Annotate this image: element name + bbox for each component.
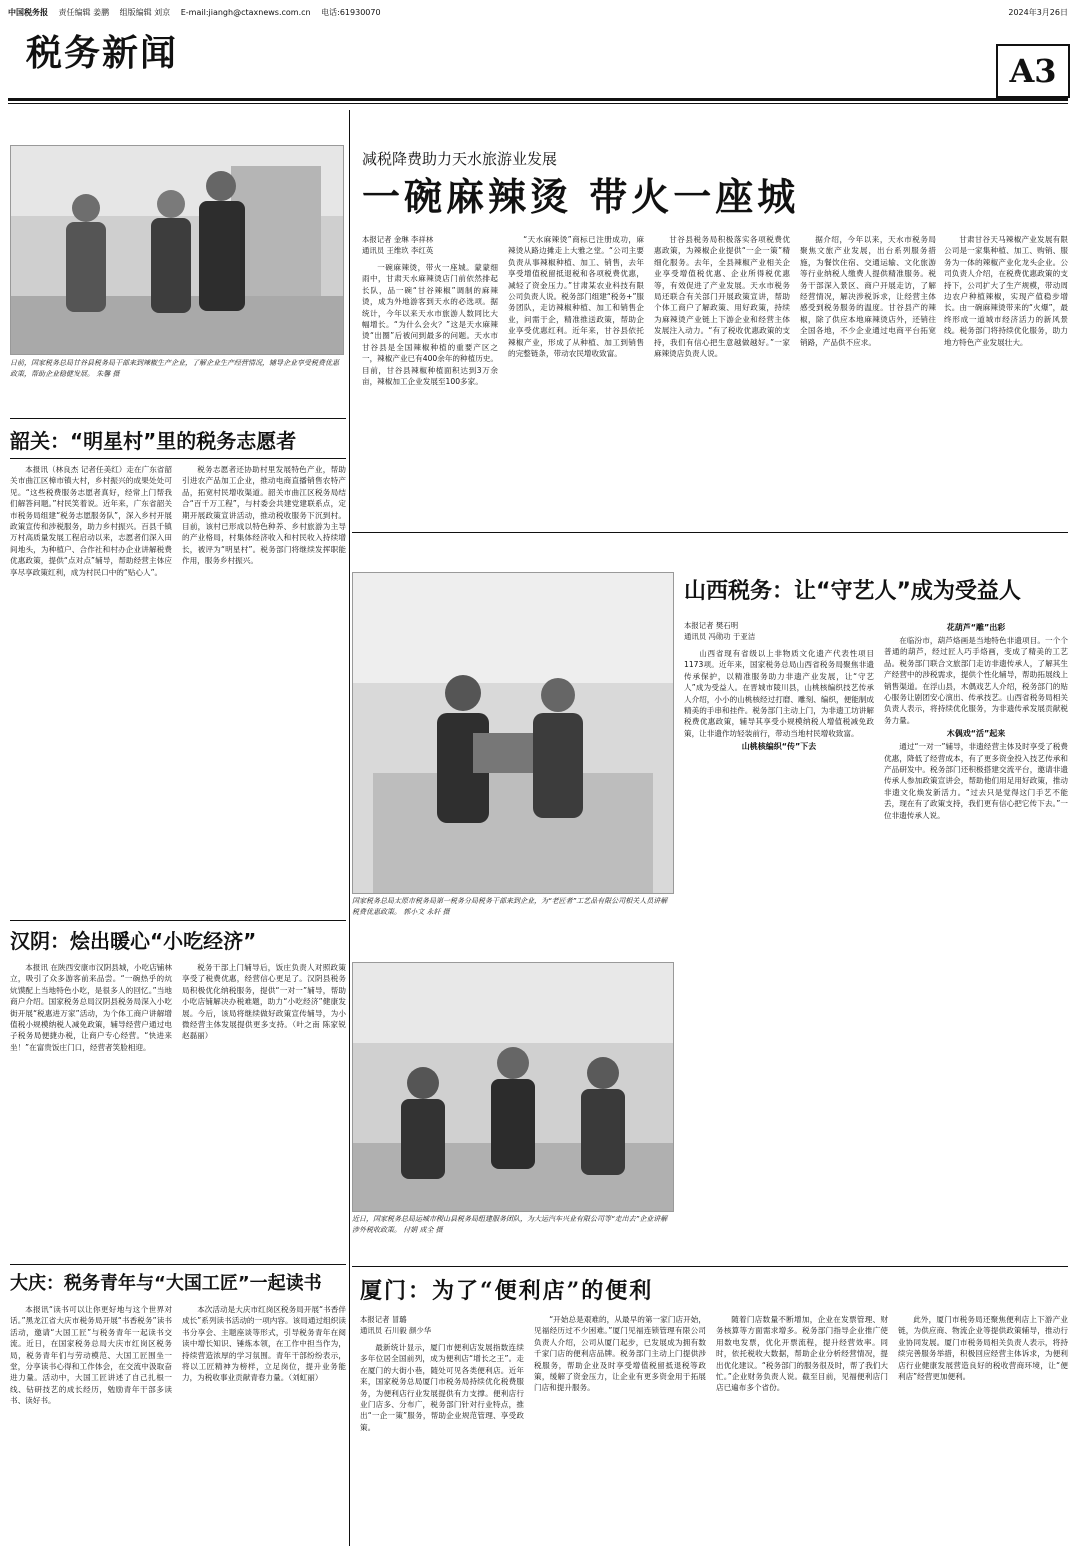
- lead-byline-correspondents: 通讯员 王维玖 李红英: [362, 246, 434, 255]
- lead-paragraph: 甘肃甘谷天马辣椒产业发展有限公司是一家集种植、加工、购销、服务为一体的辣椒产业化龙头企业。公司负责人介绍，在税费优惠政策的支持下，公司扩大了生产规模，带动周边农户种植辣椒，实现产值稳步增长。由一碗麻辣烫带来的“火爆”，最终形成一道城市经济活力的新风景线。税务部门将持续优化服务，助力地方特色产业发展壮大。: [944, 235, 1068, 347]
- a4-paragraph: 通过“一对一”辅导，非遗经营主体及时享受了税费优惠，降低了经营成本，有了更多资金投入技艺传承和产品研发中。税务部门还积极搭建交流平台，邀请非遗传承人参加政策宣讲会，帮助他们用足用好政策，推动非遗文化焕发新活力。“过去只是觉得这门手艺不能丢，现在有了政策支持，我们更有信心把它传下去。”一位非遗传承人说。: [884, 742, 1068, 820]
- a3-title: 大庆：税务青年与“大国工匠”一起读书: [10, 1273, 322, 1294]
- a1-col-1: [10, 464, 172, 912]
- a3-col-2: [182, 1304, 346, 1542]
- lead-paragraph: 甘谷县税务局积极落实各项税费优惠政策，为辣椒企业提供“一企一策”精细化服务。去年，全县辣椒产业相关企业享受增值税优惠、企业所得税优惠等，有效促进了产业发展。天水市税务局还联合有关部门开展政策宣讲，帮助个体工商户了解政策、用好政策，持续为麻辣烫产业链上下游企业和经营主体发展注入动力。“有了税收优惠政策的支持，我们有信心把生意越做越好。”一家麻辣烫店负责人说。: [654, 235, 790, 359]
- a5-col-1: [360, 1342, 524, 1542]
- page-number: A3: [996, 44, 1070, 98]
- a5-title: 厦门：为了“便利店”的便利: [360, 1278, 654, 1304]
- masthead-rule-thin: [8, 103, 1068, 104]
- lead-col-5: [944, 234, 1068, 522]
- a1-paragraph: 税务志愿者还协助村里发展特色产业，帮助引进农产品加工企业，推动电商直播销售农特产品，拓宽村民增收渠道。韶关市曲江区税务局结合“百千万工程”，与村委会共建党建联系点，定期开展政策宣讲活动，推动税收服务下沉到村。目前，该村已形成以特色种养、乡村旅游为主导的产业格局，村集体经济收入和村民收入持续增长，被评为“明星村”。税务部门将继续发挥职能作用，服务乡村振兴。: [182, 465, 346, 566]
- a4-photo-2: [352, 962, 674, 1212]
- a2-paragraph: 本报讯 在陕西安康市汉阴县城，小吃店铺林立，吸引了众多游客前来品尝。“一碗热乎的炕炕馍配上当地特色小吃，是很多人的回忆。”当地商户介绍。国家税务总局汉阴县税务局深入小吃街开展“税惠进万家”活动，为个体工商户讲解增值税小规模纳税人减免政策，辅导经营户通过电子税务局便捷办税，让商户专心经营。“快进来坐！”在富贵饭庄门口，经营者笑脸相迎。: [10, 963, 172, 1052]
- date: 2024年3月26日: [1008, 8, 1068, 17]
- a5-col-2: [534, 1314, 706, 1542]
- section-title: 税务新闻: [26, 32, 179, 74]
- column-rule: [349, 110, 350, 1546]
- a4-paragraph: 山西省现有省级以上非物质文化遗产代表性项目1173项。近年来，国家税务总局山西省税务局聚焦非遗传承保护，以精准服务助力非遗产业发展，让“守艺人”成为受益人。在晋城市陵川县，山桃核编织技艺传承人介绍，小小的山桃核经过打磨、雕刻、编织，便能制成精美的手串和挂件。税务部门主动上门，为非遗工坊讲解税费优惠政策，辅导其享受小规模纳税人增值税减免政策，让非遗作坊轻装前行，带动当地村民增收致富。: [684, 649, 874, 738]
- paper-name: 中国税务报: [8, 8, 48, 17]
- lead-photo-caption: 日前，国家税务总局甘谷县税务局干部来到辣椒生产企业，了解企业生产经营情况，辅导企业享受税费优惠政策，帮助企业稳健发展。 朱馨 摄: [10, 359, 339, 378]
- editor: 责任编辑 姜鹏: [58, 8, 110, 17]
- a3-col-1: [10, 1304, 172, 1542]
- lead-byline-reporters: 本报记者 金琳 李祥林: [362, 235, 434, 244]
- a5-col-4: [898, 1314, 1068, 1542]
- top-bar: [8, 6, 1068, 20]
- a5-paragraph: 随着门店数量不断增加，企业在发票管理、财务核算等方面需求增多。税务部门指导企业推广使用数电发票，优化开票流程，提升经营效率。同时，依托税收大数据，帮助企业分析经营情况，提出优化建议。“税务部门的服务很及时，帮了我们大忙。”企业财务负责人说。截至目前，见福便利店门店已遍布多个省份。: [716, 1315, 888, 1393]
- a4-photo-1: [352, 572, 674, 894]
- a2-title: 汉阴：烩出暖心“小吃经济”: [10, 929, 257, 953]
- a4-col-1: [684, 648, 874, 1258]
- a4-subhead-2: 花葫芦“雕”出彩: [946, 623, 1006, 632]
- divider: [10, 458, 346, 459]
- lead-photo-image: [11, 146, 343, 354]
- lead-col-3: [654, 234, 790, 522]
- a4-subhead-3: 木偶戏“活”起来: [946, 729, 1006, 739]
- a1-title: 韶关：“明星村”里的税务志愿者: [10, 429, 297, 453]
- a5-byline: [360, 1314, 520, 1336]
- a4-photo-1-image: [353, 573, 673, 893]
- email[interactable]: E-mail:jiangh@ctaxnews.com.cn: [180, 8, 311, 17]
- lead-paragraph: 据介绍，今年以来，天水市税务局聚焦文旅产业发展，出台系列服务措施，为餐饮住宿、交通运输、文化旅游等行业纳税人缴费人提供精准服务。税务干部深入景区、商户开展走访，了解经营情况，解决涉税诉求，让经营主体感受到税务服务的温度。甘谷县产的辣椒，除了供应本地麻辣烫店外，还销往全国各地，不少企业通过电商平台拓宽销路，产品供不应求。: [800, 235, 936, 347]
- a5-paragraph: 此外，厦门市税务局还聚焦便利店上下游产业链，为供应商、物流企业等提供政策辅导，推动行业协同发展。厦门市税务局相关负责人表示，将持续完善服务举措，积极回应经营主体诉求，为便利店行业健康发展营造良好的税收营商环境，让“便利店”经营更加便利。: [898, 1315, 1068, 1382]
- lead-photo: [10, 145, 344, 355]
- lead-kicker: 减税降费助力天水旅游业发展: [362, 150, 558, 168]
- a1-col-2: [182, 464, 346, 912]
- a1-paragraph: 本报讯（林良杰 记者任美红）走在广东省韶关市曲江区樟市镇大村，乡村振兴的成果处处可见。“这些税费服务志愿者真好，经常上门帮我们解答问题。”村民笑着说。近年来，广东省韶关市税务局组建“税务志愿服务队”，深入乡村开展政策宣传和涉税服务，助力乡村振兴。百县千镇万村高质量发展工程启动以来，志愿者们深入田间地头，为种植户、合作社和村办企业讲解税费优惠政策，提供“点对点”辅导，帮助经营主体应享尽享政策红利，成为村民口中的“贴心人”。: [10, 465, 172, 577]
- divider: [10, 1264, 346, 1265]
- a4-byline-correspondents: 通讯员 冯勋功 于亚洁: [684, 632, 756, 641]
- masthead-rule: [8, 98, 1068, 101]
- a4-photo-2-image: [353, 963, 673, 1211]
- a4-photo-2-caption: 近日，国家税务总局运城市稷山县税务局组建服务团队，为大运汽车兴业有限公司等“走出去”企业讲解涉外税收政策。 付娟 成全 摄: [352, 1215, 668, 1234]
- a4-col-2: [884, 620, 1068, 1258]
- a2-paragraph: 税务干部上门辅导后，饭庄负责人对照政策享受了税费优惠，经营信心更足了。汉阴县税务局积极优化纳税服务，提供“一对一”辅导，帮助小吃店铺解决办税难题，助力“小吃经济”健康发展。今后，该局将继续做好政策宣传辅导，为小微经营主体发展提供更多支持。（叶之南 陈家锐 赵磊丽）: [182, 963, 346, 1041]
- divider: [10, 920, 346, 921]
- lead-paragraph: “天水麻辣烫”商标已注册成功，麻辣烫从路边摊走上大雅之堂。“公司主要负责从事辣椒种植、加工、销售，去年享受增值税留抵退税和各项税费优惠，减轻了资金压力。”甘肃某农业科技有限公司负责人说。税务部门组建“税务+”服务团队，走访辣椒种植、加工和销售企业，问需于企，精准推送政策，帮助企业享受优惠红利。近年来，甘谷县依托辣椒产业，形成了从种植、加工到销售的完整链条，带动农民增收致富。: [508, 235, 644, 359]
- lead-col-1: [362, 262, 498, 522]
- a5-paragraph: 最新统计显示，厦门市便利店发展指数连续多年位居全国前列，成为便利店“增长之王”。走在厦门的大街小巷，随处可见各类便利店。近年来，国家税务总局厦门市税务局持续优化税费服务，为便利店行业发展提供有力支撑。便利店行业门店多、分布广，税务部门针对行业特点，推出“一企一策”服务，帮助企业规范管理、享受政策。: [360, 1343, 524, 1432]
- a4-paragraph: 在临汾市，葫芦烙画是当地特色非遗项目。一个个普通的葫芦，经过匠人巧手烙画，变成了精美的工艺品。税务部门联合文旅部门走访非遗传承人，了解其生产经营中的涉税需求，提供个性化辅导，帮助拓展线上销售渠道。在浮山县，木偶戏艺人介绍，税务部门的贴心服务让剧团安心演出、传承技艺。山西省税务局相关负责人表示，将持续优化服务，为非遗传承发展贡献税务力量。: [884, 636, 1068, 725]
- lead-paragraph: 一碗麻辣烫，带火一座城。蒙蒙细雨中，甘肃天水麻辣烫店门前依然排起长队，品一碗“甘谷辣椒”调制的麻辣烫，成为外地游客到天水的必选项。据统计，今年以来天水市旅游人数同比大幅增长。“为什么会火？”这是天水麻辣烫“出圈”后被问到最多的问题。天水市甘谷县是全国辣椒种植的重要产区之一，辣椒产业已有400余年的种植历史。目前，甘谷县辣椒种植面积达到3万余亩，辣椒加工企业发展至100多家。: [362, 263, 498, 387]
- lead-byline: [362, 234, 502, 256]
- a4-byline: [684, 620, 874, 642]
- lead-col-4: [800, 234, 936, 522]
- lead-title: 一碗麻辣烫 带火一座城: [362, 174, 800, 219]
- phone: 电话:61930070: [321, 8, 381, 17]
- divider: [352, 1266, 1068, 1267]
- a4-byline-reporter: 本报记者 樊石明: [684, 621, 739, 630]
- designer: 组版编辑 刘京: [119, 8, 171, 17]
- lead-col-2: [508, 234, 644, 522]
- a4-title: 山西税务：让“守艺人”成为受益人: [684, 579, 1021, 604]
- a4-photo-1-caption: 国家税务总局太原市税务局第一税务分局税务干部来到企业，为“老匠者”工艺品有限公司相关人员讲解税费优惠政策。 郭小文 永轩 摄: [352, 897, 668, 916]
- a2-col-1: [10, 962, 172, 1256]
- a5-paragraph: “开始总是艰难的，从最早的第一家门店开始，见福经历过不少困难。”厦门见福连锁管理有限公司负责人介绍，公司从厦门起步，已发展成为拥有数千家门店的便利店品牌。税务部门主动上门提供涉税服务，帮助企业及时享受增值税留抵退税等政策，缓解了资金压力，让企业有更多资金用于拓展门店和提升服务。: [534, 1315, 706, 1393]
- a4-subhead-1: 山桃核编织“传”下去: [741, 742, 817, 752]
- a5-byline-correspondents: 通讯员 石川毅 颜少华: [360, 1326, 432, 1335]
- divider: [352, 532, 1068, 533]
- a2-col-2: [182, 962, 346, 1256]
- a5-col-3: [716, 1314, 888, 1542]
- divider: [10, 418, 346, 419]
- a3-paragraph: 本报讯“读书可以让你更好地与这个世界对话。”黑龙江省大庆市税务局开展“书香税务”读书活动，邀请“大国工匠”与税务青年一起读书交流。近日，在国家税务总局大庆市红岗区税务局，税务青年们与劳动模范、大国工匠围坐一堂，分享读书心得和工作体会，在交流中汲取奋进力量。活动中，大国工匠讲述了自己扎根一线、钻研技艺的成长经历，勉励青年干部多读书、读好书。: [10, 1305, 172, 1406]
- a5-byline-reporter: 本报记者 冒璐: [360, 1315, 407, 1324]
- a3-paragraph: 本次活动是大庆市红岗区税务局开展“书香伴成长”系列读书活动的一项内容。该局通过组织读书分享会、主题座谈等形式，引导税务青年在阅读中增长知识、锤炼本领，在工作中担当作为，持续营造浓厚的学习氛围。青年干部纷纷表示，将以工匠精神为榜样，立足岗位，提升业务能力，为税收事业贡献青春力量。（刘虹丽）: [182, 1305, 346, 1383]
